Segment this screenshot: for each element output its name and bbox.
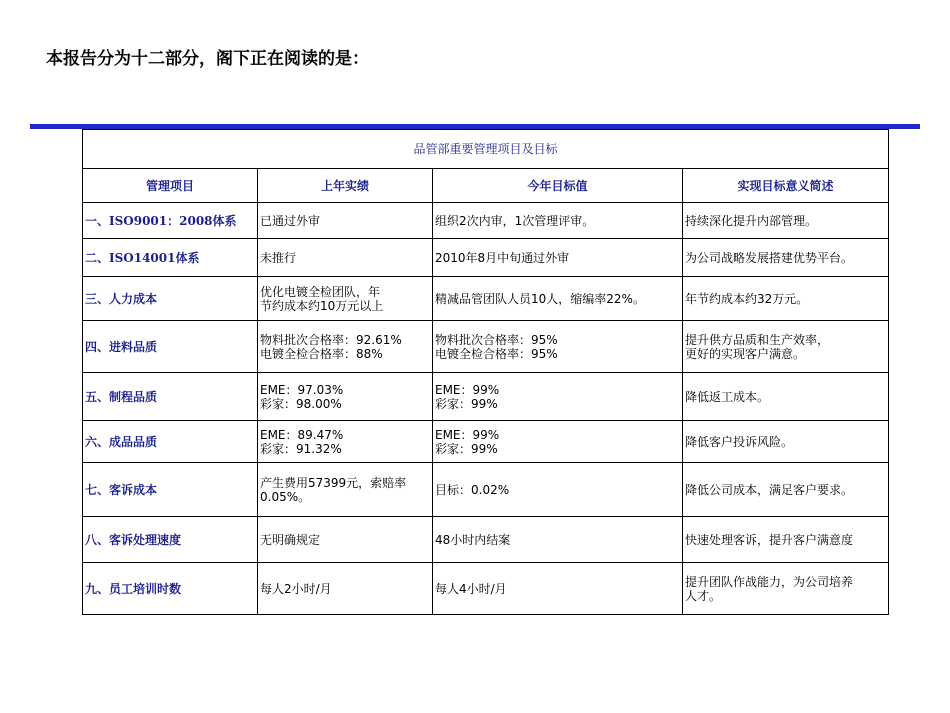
cell-line: 降低客户投诉风险。: [685, 434, 794, 449]
cell-line: 快速处理客诉，提升客户满意度: [685, 532, 854, 547]
row-meaning-cell: [683, 563, 889, 615]
header-meaning: 实现目标意义简述: [683, 169, 889, 203]
header-target: 今年目标值: [433, 169, 683, 203]
row-last-year-cell: [258, 239, 433, 277]
cell-line: 提升供方品质和生产效率，: [685, 332, 830, 347]
cell-line: 持续深化提升内部管理。: [685, 213, 818, 228]
cell-line: 48小时内结案: [435, 532, 511, 547]
row-item-cell: 一、ISO9001：2008体系: [83, 203, 258, 239]
row-last-year-cell: [258, 517, 433, 563]
row-meaning-cell: [683, 277, 889, 321]
row-target-cell: [433, 517, 683, 563]
row-meaning-cell: [683, 321, 889, 373]
cell-line: 每人4小时/月: [435, 581, 507, 596]
row-last-year-cell: [258, 203, 433, 239]
row-last-year-cell: [258, 421, 433, 463]
table-row: [83, 239, 889, 277]
cell-line: 已通过外审: [260, 213, 321, 228]
row-item-cell: 三、人力成本: [83, 277, 258, 321]
row-target-cell: [433, 421, 683, 463]
row-item-cell: 二、ISO14001体系: [83, 239, 258, 277]
row-target-cell: [433, 321, 683, 373]
cell-line: 未推行: [260, 250, 297, 265]
header-last-year: 上年实绩: [258, 169, 433, 203]
row-meaning-cell: [683, 203, 889, 239]
row-target-cell: [433, 203, 683, 239]
row-target-cell: [433, 277, 683, 321]
table-row: [83, 277, 889, 321]
table-header-row: [83, 169, 889, 203]
cell-line: 彩家：91.32%: [260, 441, 342, 456]
cell-line: 0.05%。: [260, 489, 311, 504]
page-heading: 本报告分为十二部分，阁下正在阅读的是：: [46, 49, 369, 69]
cell-line: EME：99%: [435, 427, 500, 442]
cell-line: 组织2次内审，1次管理评审。: [435, 213, 595, 228]
row-target-cell: [433, 563, 683, 615]
row-item-cell: 八、客诉处理速度: [83, 517, 258, 563]
row-target-cell: [433, 463, 683, 517]
table-row: [83, 373, 889, 421]
cell-line: 年节约成本约32万元。: [685, 291, 809, 306]
row-item-cell: 七、客诉成本: [83, 463, 258, 517]
cell-line: 降低公司成本，满足客户要求。: [685, 482, 854, 497]
row-meaning-cell: [683, 463, 889, 517]
row-last-year-cell: [258, 563, 433, 615]
cell-line: 物料批次合格率：95%: [435, 332, 558, 347]
row-meaning-cell: [683, 373, 889, 421]
row-last-year-cell: [258, 321, 433, 373]
cell-line: 每人2小时/月: [260, 581, 332, 596]
cell-line: 提升团队作战能力，为公司培养: [685, 574, 854, 589]
row-last-year-cell: [258, 463, 433, 517]
table-row: [83, 421, 889, 463]
cell-line: 2010年8月中旬通过外审: [435, 250, 570, 265]
row-last-year-cell: [258, 373, 433, 421]
cell-line: 精减品管团队人员10人，缩编率22%。: [435, 291, 645, 306]
cell-line: 无明确规定: [260, 532, 321, 547]
row-item-cell: 九、员工培训时数: [83, 563, 258, 615]
row-item-cell: 四、进料品质: [83, 321, 258, 373]
cell-line: 优化电镀全检团队，年: [260, 284, 381, 299]
cell-line: 人才。: [685, 588, 722, 603]
cell-line: EME：99%: [435, 382, 500, 397]
row-target-cell: [433, 373, 683, 421]
row-meaning-cell: [683, 517, 889, 563]
header-item: 管理项目: [83, 169, 258, 203]
table-row: [83, 321, 889, 373]
row-item-cell: 五、制程品质: [83, 373, 258, 421]
cell-line: 彩家：98.00%: [260, 396, 342, 411]
cell-line: 产生费用57399元，索赔率: [260, 475, 407, 490]
cell-line: 降低返工成本。: [685, 389, 770, 404]
cell-line: 电镀全检合格率：95%: [435, 346, 558, 361]
cell-line: EME：89.47%: [260, 427, 344, 442]
cell-line: 彩家：99%: [435, 396, 498, 411]
row-last-year-cell: [258, 277, 433, 321]
row-item-cell: 六、成品品质: [83, 421, 258, 463]
table-row: [83, 517, 889, 563]
row-meaning-cell: [683, 239, 889, 277]
cell-line: 目标：0.02%: [435, 482, 510, 497]
table-row: [83, 203, 889, 239]
cell-line: EME：97.03%: [260, 382, 344, 397]
cell-line: 为公司战略发展搭建优势平台。: [685, 250, 854, 265]
cell-line: 节约成本约10万元以上: [260, 298, 384, 313]
row-meaning-cell: [683, 421, 889, 463]
table-body: [83, 203, 889, 615]
cell-line: 物料批次合格率：92.61%: [260, 332, 402, 347]
cell-line: 更好的实现客户满意。: [685, 346, 806, 361]
row-target-cell: [433, 239, 683, 277]
cell-line: 彩家：99%: [435, 441, 498, 456]
cell-line: 电镀全检合格率：88%: [260, 346, 383, 361]
management-table: [82, 129, 889, 615]
table-title: 品管部重要管理项目及目标: [83, 130, 889, 169]
table-row: [83, 563, 889, 615]
table-row: [83, 463, 889, 517]
